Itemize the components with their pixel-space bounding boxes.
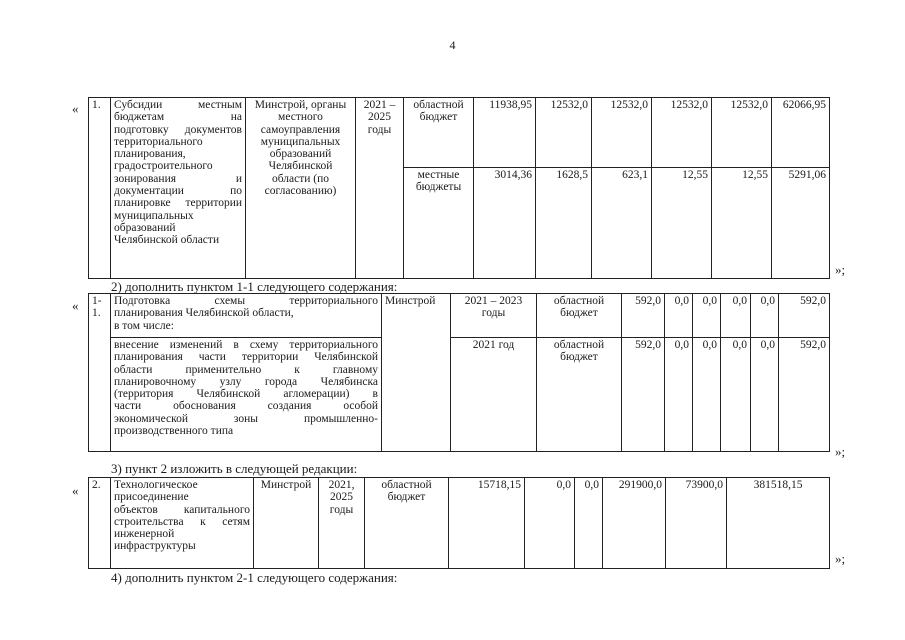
- value-total: 62066,95: [772, 98, 830, 168]
- value-2022: 0,0: [665, 338, 693, 452]
- value-total: 592,0: [779, 294, 830, 338]
- value-2021: 3014,36: [474, 168, 536, 279]
- value-2025: 73900,0: [666, 478, 727, 569]
- funding-source: областной бюджет: [537, 338, 622, 452]
- item-number: 1.: [89, 98, 111, 279]
- value-2024: 12,55: [652, 168, 712, 279]
- executor: Минстрой: [254, 478, 319, 569]
- value-2023: 12532,0: [592, 98, 652, 168]
- value-2023: 623,1: [592, 168, 652, 279]
- value-total: 592,0: [779, 338, 830, 452]
- value-2021: 592,0: [622, 294, 665, 338]
- value-2022: 0,0: [525, 478, 575, 569]
- period: 2021 год: [451, 338, 537, 452]
- value-2024: 12532,0: [652, 98, 712, 168]
- value-2023: 0,0: [693, 338, 721, 452]
- opening-quote: «: [72, 101, 79, 116]
- value-2022: 1628,5: [536, 168, 592, 279]
- table-item-2: [88, 477, 830, 569]
- period: 2021 – 2023 годы: [451, 294, 537, 338]
- table-item-1-1: [88, 293, 830, 452]
- closing-mark: »;: [835, 262, 846, 277]
- value-total: 381518,15: [727, 478, 830, 569]
- funding-source: областной бюджет: [404, 98, 474, 168]
- funding-source: областной бюджет: [365, 478, 449, 569]
- closing-mark: »;: [835, 444, 846, 459]
- value-2024: 0,0: [721, 294, 751, 338]
- table-item-1: [88, 97, 830, 279]
- value-total: 5291,06: [772, 168, 830, 279]
- paragraph-4: 4) дополнить пунктом 2-1 следующего содержания:: [111, 570, 398, 585]
- opening-quote: «: [72, 483, 79, 498]
- page-number: 4: [449, 38, 456, 52]
- value-2025: 0,0: [751, 338, 779, 452]
- paragraph-3: 3) пункт 2 изложить в следующей редакции:: [111, 461, 358, 476]
- value-2021: 592,0: [622, 338, 665, 452]
- value-2023: 0,0: [693, 294, 721, 338]
- opening-quote: «: [72, 298, 79, 313]
- value-2023: 0,0: [575, 478, 603, 569]
- executor: Минстрой: [382, 294, 451, 452]
- item-number: 2.: [89, 478, 111, 569]
- funding-source: областной бюджет: [537, 294, 622, 338]
- paragraph-2: 2) дополнить пунктом 1-1 следующего содержания:: [111, 279, 398, 294]
- value-2021: 15718,15: [449, 478, 525, 569]
- item-name: Субсидии местным бюджетам на подготовку документов территориального планирования, градостроительного зонирования и документации по планировке территории муниципальных образований Челябинской области: [111, 98, 246, 279]
- funding-source: местные бюджеты: [404, 168, 474, 279]
- value-2024: 291900,0: [603, 478, 666, 569]
- value-2025: 12532,0: [712, 98, 772, 168]
- value-2024: 0,0: [721, 338, 751, 452]
- item-name: Технологическое присоединение объектов капитального строительства к сетям инженерной инфраструктуры: [111, 478, 254, 569]
- item-name: Подготовка схемы территориального планирования Челябинской области, в том числе:: [111, 294, 382, 338]
- period: 2021, 2025 годы: [319, 478, 365, 569]
- item-number: 1-1.: [89, 294, 111, 452]
- value-2025: 0,0: [751, 294, 779, 338]
- value-2022: 0,0: [665, 294, 693, 338]
- period: 2021 – 2025 годы: [356, 98, 404, 279]
- executor: Минстрой, органы местного самоуправления муниципальных образований Челябинской области (по согласованию): [246, 98, 356, 279]
- item-subname: внесение изменений в схему территориального планирования части территории Челябинской области применительно к главному планировочному узлу города Челябинска (территория Челябинской агломерации) в части обоснования создания особой экономической зоны промышленно- производственного типа: [111, 338, 382, 452]
- value-2022: 12532,0: [536, 98, 592, 168]
- closing-mark: »;: [835, 551, 846, 566]
- value-2025: 12,55: [712, 168, 772, 279]
- value-2021: 11938,95: [474, 98, 536, 168]
